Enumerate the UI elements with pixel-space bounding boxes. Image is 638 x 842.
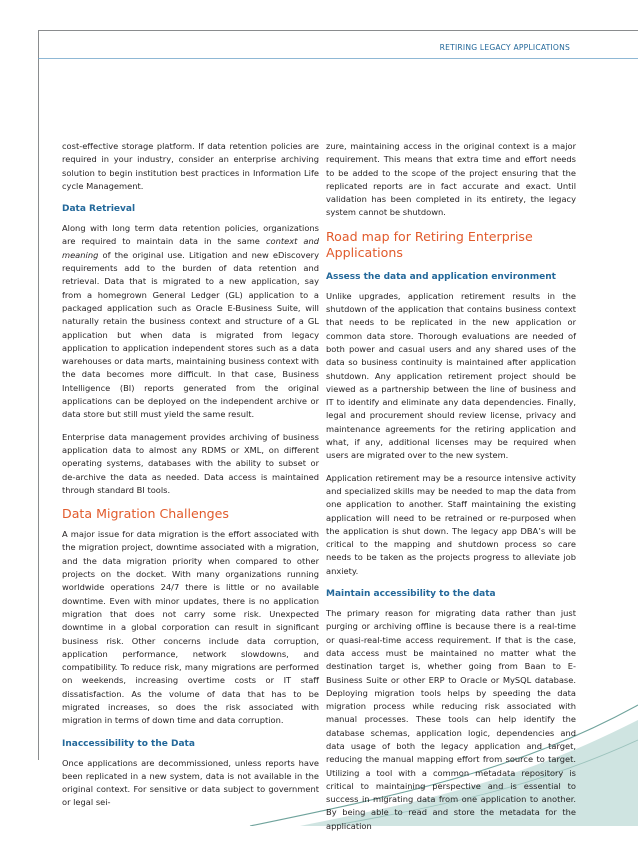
left-paragraph-1: cost-effective storage platform. If data retention policies are required in your industry, consider an enterprise archiving solution to begin institution best practices in Information Life cycle Management. <box>62 141 319 191</box>
heading-data-migration-challenges: Data Migration Challenges <box>62 506 229 522</box>
right-column <box>326 140 576 842</box>
right-paragraph-2: Unlike upgrades, application retirement results in the shutdown of the application that contains business context that needs to be replicated in the new application or common data store. Thorough evaluations are needed of both power and casual users and any shared uses of the data so business continuity is maintained after application shutdown. Any application retirement project should be viewed as a partnership between the line of business and IT to identify and eliminate any data dependencies. Finally, legal and procurement should review license, privacy and maintenance agreements for the retiring application and what, if any, additional licenses may be required when users are migrated over to the new system. <box>326 290 576 461</box>
paragraph-text: Along with long term data retention policies, organizations are required to maintain data in the same <box>62 223 319 247</box>
heading-maintain-accessibility: Maintain accessibility to the data <box>326 589 496 600</box>
right-paragraph-3: Application retirement may be a resource intensive activity and specialized skills may be needed to map the data from one application to another. Staff maintaining the existing application will need to be retrained or re-purposed when the application is shut down. The legacy app DBA’s will be critical to the mapping and shutdown process so care needs to be taken as the projects progress to alleviate job anxiety. <box>326 472 576 576</box>
heading-road-map: Road map for Retiring Enterprise Applications <box>326 228 533 260</box>
paragraph-text: of the original use. Litigation and new eDiscovery requirements add to the burden of data retention and retrieval. Data that is migrated to a new application, say from a homegrown General Ledger (GL) application to a packaged application such as Oracle E-Business Suite, will naturally retain the business context and structure of a GL application but when data is migrated from legacy application to application independent stores such as a data warehouses or data marts, maintaining business context with the data becomes more difficult. In that case, Business Intelligence (BI) reports generated from the original applications can be deployed on the independent archive or data store but still must yield the same result. <box>62 249 319 420</box>
right-paragraph-1: zure, maintaining access in the original context is a major requirement. This means that extra time and effort needs to be added to the scope of the project ensuring that the replicated reports are in fact accurate and exact. Until validation has been completed in its entirety, the legacy system cannot be shutdown. <box>326 141 576 218</box>
left-paragraph-3: Enterprise data management provides archiving of business application data to almost any RDMS or XML, on different operating systems, databases with the ability to subset or de-archive the data as needed. Data access is maintained through standard BI tools. <box>62 431 319 495</box>
heading-inaccessibility: Inaccessibility to the Data <box>62 738 195 749</box>
left-column <box>62 140 319 819</box>
emphasis-text: context and meaning <box>62 236 320 260</box>
left-paragraph-2 <box>62 222 319 421</box>
heading-assess-environment: Assess the data and application environment <box>326 271 556 282</box>
heading-data-retrieval: Data Retrieval <box>62 204 136 215</box>
left-paragraph-5: Once applications are decommissioned, unless reports have been replicated in a new system, data is not available in the original context. For sensitive or data subject to government or legal sei- <box>62 757 319 808</box>
left-paragraph-4: A major issue for data migration is the effort associated with the migration project, downtime associated with a migration, and the data migration priority when compared to other projects on the docket. With many organizations running worldwide operations 24/7 there is little or no available downtime. Even with minor updates, there is no application migration that does not carry some risk. Unexpected downtime in a global corporation can result in significant business risk. Other concerns include data corruption, application performance, network slowdowns, and compatibility. To reduce risk, many migrations are performed on weekends, increasing overtime costs or IT staff dissatisfaction. As the volume of data that has to be migrated increases, so does the risk associated with migration in terms of down time and data corruption. <box>62 529 319 726</box>
running-header: RETIRING LEGACY APPLICATIONS <box>439 43 570 52</box>
right-paragraph-4: The primary reason for migrating data rather than just purging or archiving offline is because there is a real-time or quasi-real-time access requirement. If that is the case, data access must be maintained no matter what the destination target is, whether going from Baan to E-Business Suite or other ERP to Oracle or MySQL database. Deploying migration tools helps by speeding the data migration process while reducing risk associated with manual processes. These tools can help identify the database schemas, application logic, dependencies and data usage of both the legacy application and target, reducing the manual mapping effort from source to target. Utilizing a tool with a common metadata repository is critical to maintaining perspective and is essential to success in migrating data from one application to another. By being able to read and store the metadata for the application <box>326 608 576 831</box>
